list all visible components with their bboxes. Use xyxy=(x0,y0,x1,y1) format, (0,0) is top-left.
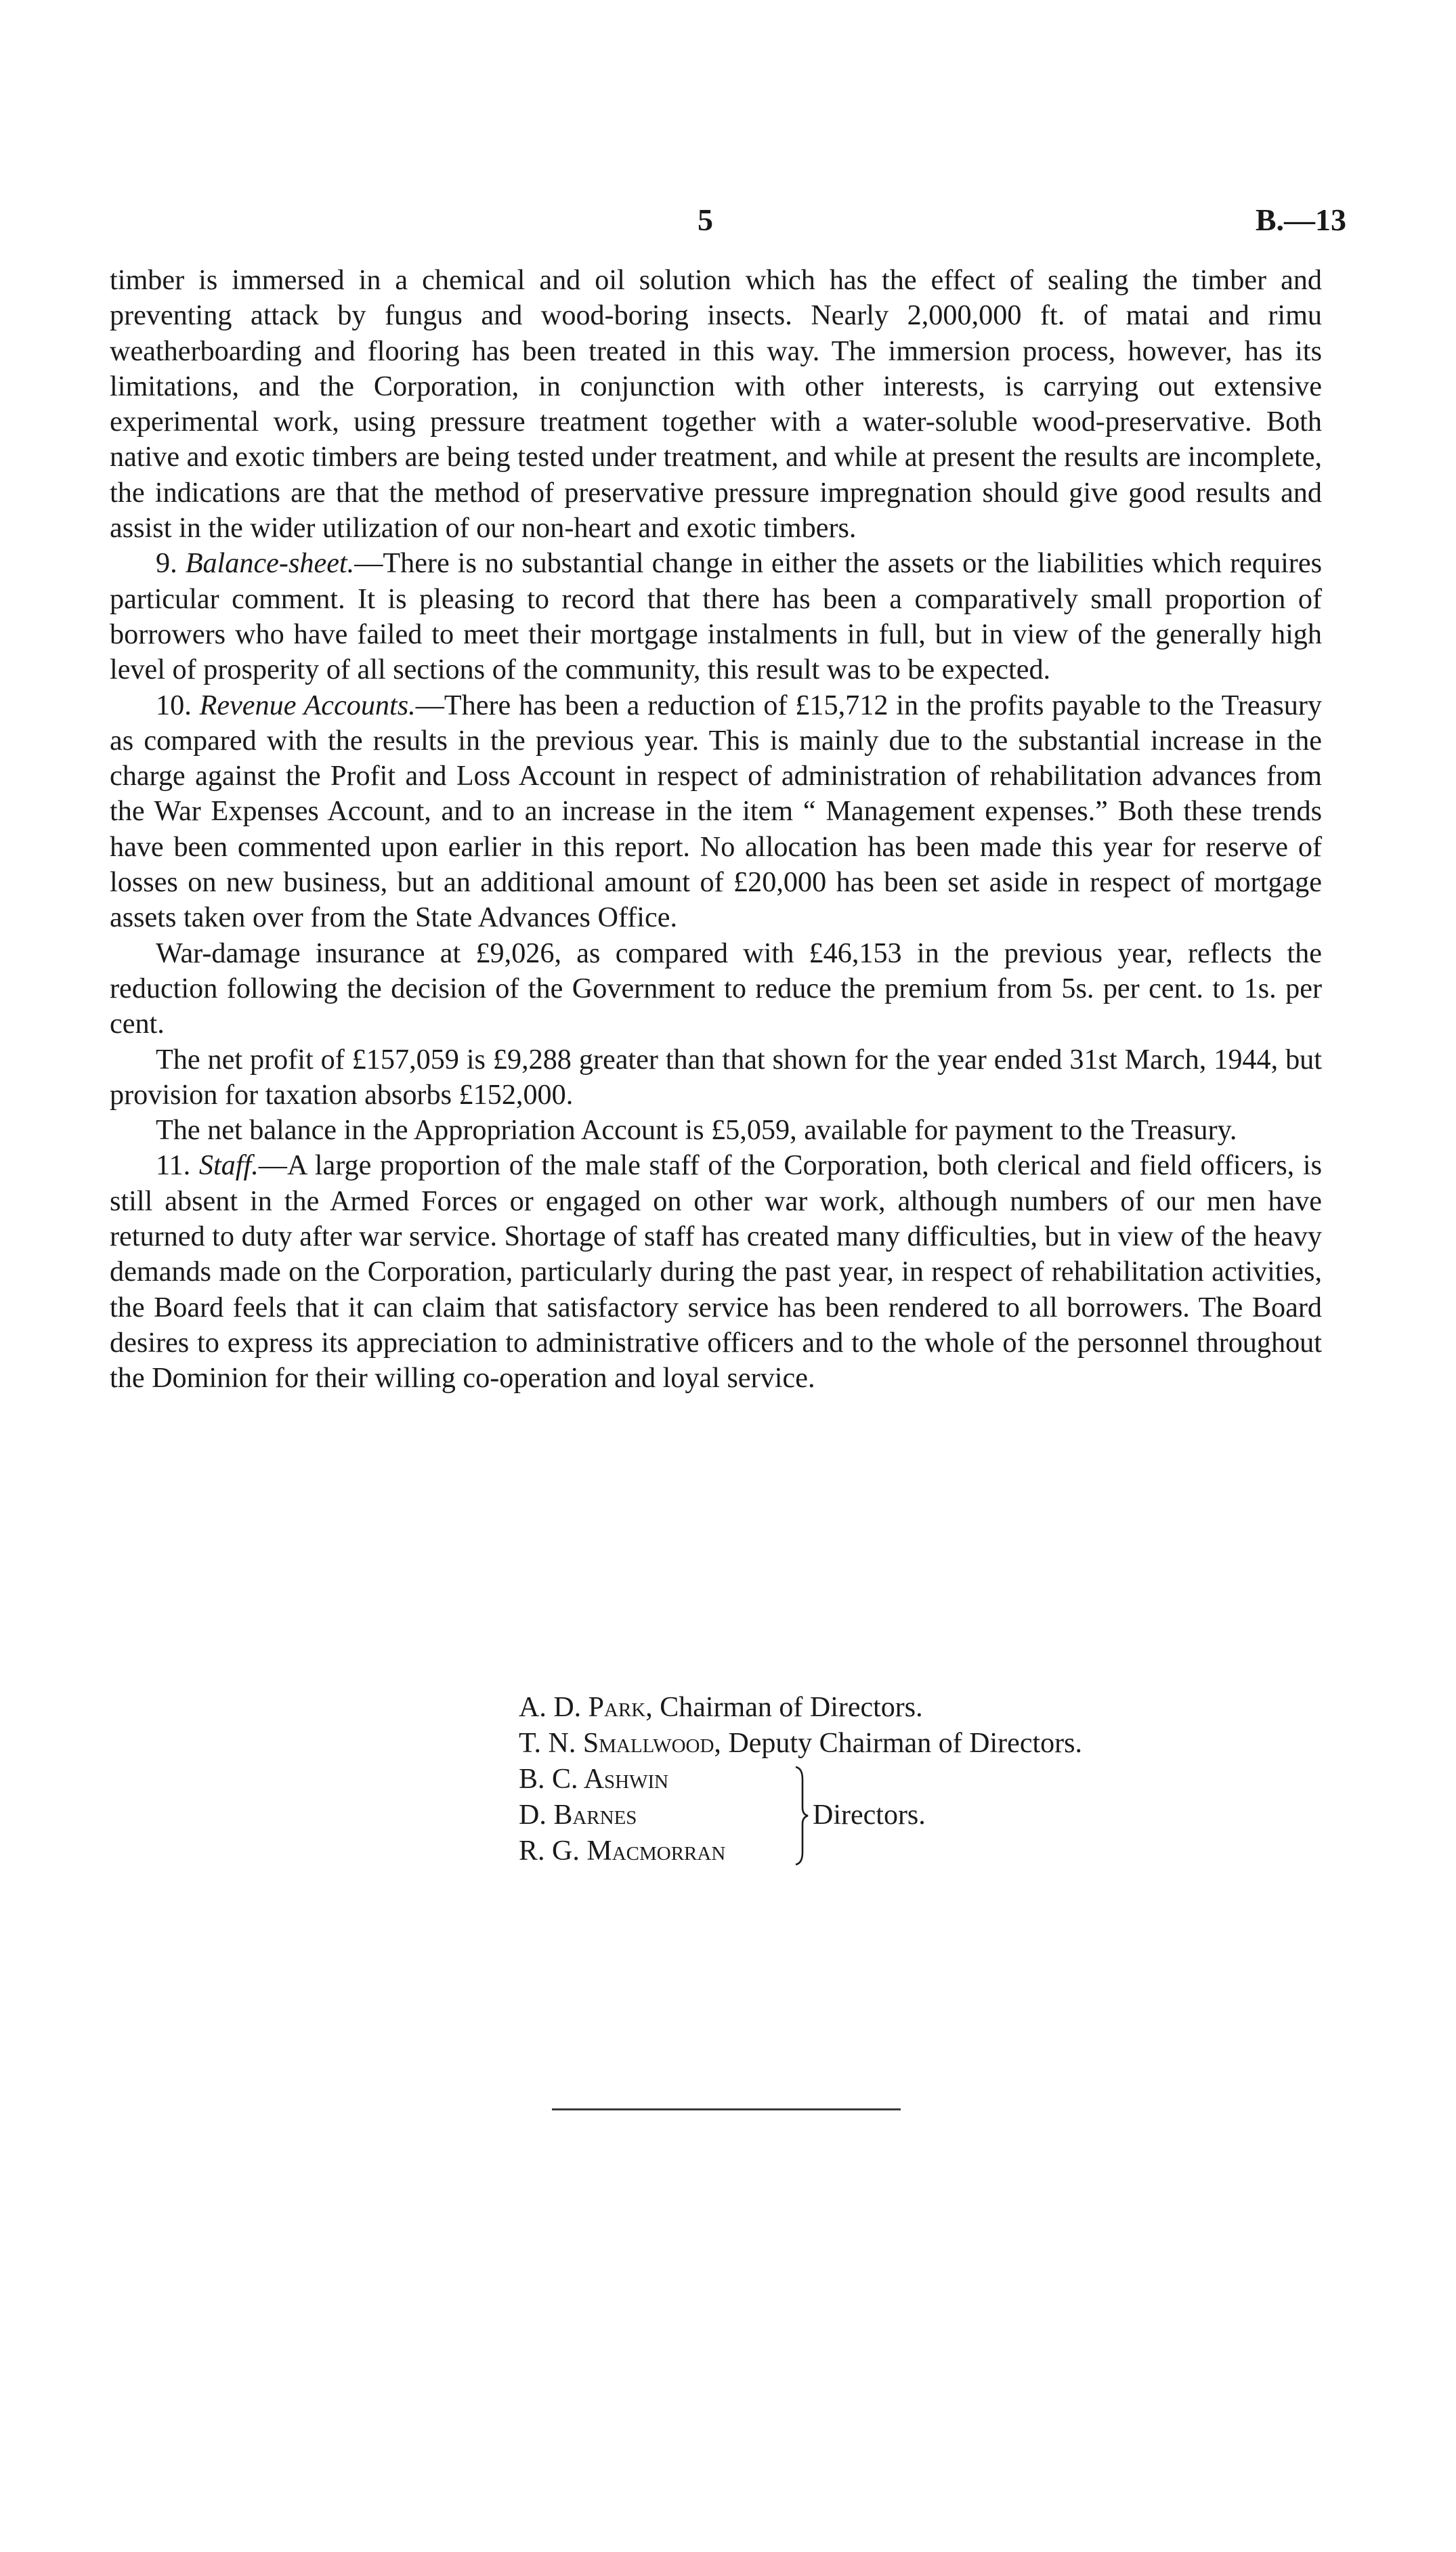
brace-icon xyxy=(794,1766,809,1866)
paragraph-net-profit: The net profit of £157,059 is £9,288 greater than that shown for the year ended 31st March, 1944, but provision for taxation absorbs £152,000. xyxy=(110,1043,1322,1111)
paragraph-text: —There is no substantial change in either the assets or the liabilities which requires particular comment. It is pleasing to record that there has been a comparatively small proportion of borrowers who have failed to meet their mortgage instalments in full, but in view of the generally high level of prosperity of all sections of the community, this result was to be expected. xyxy=(110,547,1322,686)
section-heading-staff: Staff. xyxy=(198,1149,259,1182)
signatory-title: Chairman of Directors. xyxy=(660,1692,923,1723)
directors-group xyxy=(519,1762,1082,1869)
signature-deputy-chairman xyxy=(519,1726,1082,1762)
paragraph-number: 10. xyxy=(156,689,192,721)
closing-rule xyxy=(552,2108,901,2110)
signature-director: B. C. Ashwin xyxy=(519,1764,669,1795)
signature-chairman xyxy=(519,1690,1082,1726)
signatory-name: T. N. Smallwood, xyxy=(519,1728,721,1759)
paragraph-number: 9. xyxy=(156,547,177,580)
paragraph-balance-sheet xyxy=(110,546,1322,687)
paragraph-text: —There has been a reduction of £15,712 in the profits payable to the Treasury as compared with the results in the previous year. This is mainly due to the substantial increase in the charge against the Profit and Loss Account in respect of administration of rehabilitation advances from the War Expenses Account, and to an increase in the item “ Management expenses.” Both these trends have been commented upon earlier in this report. No allocation has been made this year for reserve of losses on new business, but an additional amount of £20,000 has been set aside in respect of mortgage assets taken over from the State Advances Office. xyxy=(110,689,1323,934)
section-heading-balance-sheet: Balance-sheet. xyxy=(185,547,355,580)
report-body xyxy=(110,263,1322,1397)
paragraph-appropriation: The net balance in the Appropriation Account is £5,059, available for payment to the Treasury. xyxy=(156,1114,1237,1147)
document-reference: B.—13 xyxy=(1255,203,1346,237)
paragraph-timber-treatment: timber is immersed in a chemical and oil solution which has the effect of sealing the timber and preventing attack by fungus and wood-boring insects. Nearly 2,000,000 ft. of matai and rimu weatherboarding and flooring has been treated in this way. The immersion process, however, has its limitations, and the Corporation, in conjunction with other interests, is carrying out extensive experimental work, using pressure treatment together with a water-soluble wood-preservative. Both native and exotic timbers are being tested under treatment, and while at present the results are incomplete, the indications are that the method of preservative pressure impregnation should give good results and assist in the wider utilization of our non-heart and exotic timbers. xyxy=(110,264,1322,545)
signatory-name: A. D. Park, xyxy=(519,1692,653,1723)
paragraph-staff xyxy=(110,1148,1322,1396)
signature-director: R. G. Macmorran xyxy=(519,1835,726,1867)
paragraph-war-damage: War-damage insurance at £9,026, as compared with £46,153 in the previous year, reflects the reduction following the decision of the Government to reduce the premium from 5s. per cent. to 1s. per cent. xyxy=(110,937,1322,1040)
paragraph-revenue-accounts xyxy=(110,688,1322,936)
page-number: 5 xyxy=(698,203,713,237)
paragraph-text: —A large proportion of the male staff of the Corporation, both clerical and field officers, is still absent in the Armed Forces or engaged on other war work, although numbers of our men have returned to duty after war service. Shortage of staff has created many difficulties, but in view of the heavy demands made on the Corporation, particularly during the past year, in respect of rehabilitation activities, the Board feels that it can claim that satisfactory service has been rendered to all borrowers. The Board desires to express its appreciation to administrative officers and to the whole of the personnel throughout the Dominion for their willing co-operation and loyal service. xyxy=(110,1149,1322,1395)
directors-label: Directors. xyxy=(813,1800,926,1831)
section-heading-revenue-accounts: Revenue Accounts. xyxy=(199,689,416,721)
paragraph-number: 11. xyxy=(156,1149,191,1182)
signature-block xyxy=(519,1690,1082,1869)
signature-director: D. Barnes xyxy=(519,1800,637,1831)
signatory-title: Deputy Chairman of Directors. xyxy=(728,1728,1082,1759)
